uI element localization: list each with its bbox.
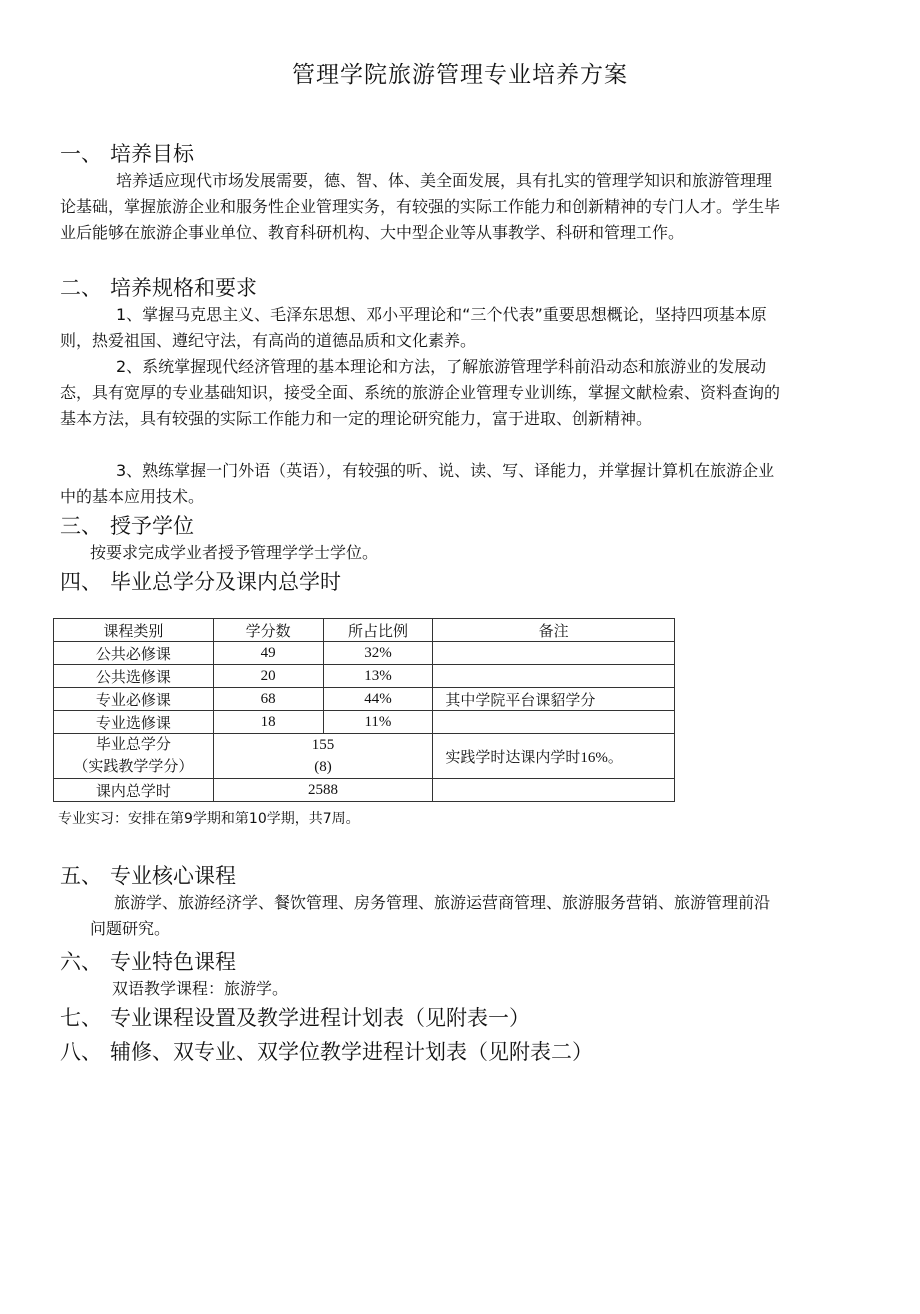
table-cell: 11% xyxy=(323,711,433,734)
table-cell xyxy=(433,665,675,688)
practice-credits: (8) xyxy=(314,759,332,775)
requirement-2: 2、系统掌握现代经济管理的基本理论和方法，了解旅游管理学科前沿动态和旅游业的发展动态，具有宽厚的专业基础知识，接受全面、系统的旅游企业管理专业训练，掌握文献检索、资料查询的基本方法，具有较强的实际工作能力和一定的理论研究能力，富于进取、创新精神。 xyxy=(60,357,781,428)
core-courses-paragraph: 旅游学、旅游经济学、餐饮管理、房务管理、旅游运营商管理、旅游服务营销、旅游管理前沿问题研究。 xyxy=(90,893,771,938)
hours-value-cell: 2588 xyxy=(213,779,433,802)
section-heading-8: 八、 辅修、双专业、双学位教学进程计划表（见附表二） xyxy=(60,1040,593,1064)
table-row xyxy=(54,688,675,711)
table-cell: 13% xyxy=(323,665,433,688)
table-cell: 其中学院平台课貂学分 xyxy=(433,688,675,711)
internship-note: 专业实习：安排在第9学期和第10学期，共7周。 xyxy=(58,811,360,827)
table-cell: 专业必修课 xyxy=(54,688,214,711)
table-cell: 公共必修课 xyxy=(54,642,214,665)
requirement-3: 3、熟练掌握一门外语（英语），有较强的听、说、读、写、译能力，并掌握计算机在旅游企业中的基本应用技术。 xyxy=(60,461,775,506)
table-cell: 68 xyxy=(213,688,323,711)
section-heading-2: 二、 培养规格和要求 xyxy=(60,276,257,300)
hours-note-cell xyxy=(433,779,675,802)
table-cell xyxy=(433,711,675,734)
page-title: 管理学院旅游管理专业培养方案 xyxy=(292,62,628,88)
section-heading-5: 五、 专业核心课程 xyxy=(60,864,236,888)
goal-paragraph: 培养适应现代市场发展需要，德、智、体、美全面发展，具有扎实的管理学知识和旅游管理理论基础，掌握旅游企业和服务性企业管理实务，有较强的实际工作能力和创新精神的专门人才。学生毕业后能够在旅游企事业单位、教育科研机构、大中型企业等从事教学、科研和管理工作。 xyxy=(60,171,781,242)
table-cell: 20 xyxy=(213,665,323,688)
table-header-row xyxy=(54,619,675,642)
table-row xyxy=(54,711,675,734)
table-cell: 44% xyxy=(323,688,433,711)
table-cell: 公共选修课 xyxy=(54,665,214,688)
total-credits: 155 xyxy=(311,737,335,753)
table-cell: 专业选修课 xyxy=(54,711,214,734)
table-cell xyxy=(433,642,675,665)
practice-label: （实践教学学分） xyxy=(73,759,194,775)
hours-label-cell: 课内总学时 xyxy=(54,779,214,802)
table-row-hours xyxy=(54,779,675,802)
table-row xyxy=(54,665,675,688)
degree-paragraph: 按要求完成学业者授予管理学学士学位。 xyxy=(90,543,379,562)
section-heading-4: 四、 毕业总学分及课内总学时 xyxy=(60,570,341,594)
section-heading-7: 七、 专业课程设置及教学进程计划表（见附表一） xyxy=(60,1006,530,1030)
header-cell: 备注 xyxy=(433,619,675,642)
header-cell: 所占比例 xyxy=(323,619,433,642)
table-cell: 32% xyxy=(323,642,433,665)
header-cell: 课程类别 xyxy=(54,619,214,642)
section-heading-3: 三、 授予学位 xyxy=(60,514,194,538)
section-heading-1: 一、 培养目标 xyxy=(60,142,194,166)
requirement-1: 1、掌握马克思主义、毛泽东思想、邓小平理论和“三个代表”重要思想概论，坚持四项基本原则，热爱祖国、遵纪守法，有高尚的道德品质和文化素养。 xyxy=(60,305,767,350)
header-cell: 学分数 xyxy=(213,619,323,642)
table-row xyxy=(54,642,675,665)
total-note-cell: 实践学时达课内学时16%。 xyxy=(433,734,675,779)
table-row-total xyxy=(54,734,675,779)
table-cell: 49 xyxy=(213,642,323,665)
total-label-cell xyxy=(54,734,214,779)
total-value-cell xyxy=(213,734,433,779)
credits-table xyxy=(53,618,675,802)
section-heading-6: 六、 专业特色课程 xyxy=(60,950,236,974)
feature-courses-paragraph: 双语教学课程：旅游学。 xyxy=(112,979,289,998)
table-cell: 18 xyxy=(213,711,323,734)
total-label: 毕业总学分 xyxy=(95,737,171,753)
